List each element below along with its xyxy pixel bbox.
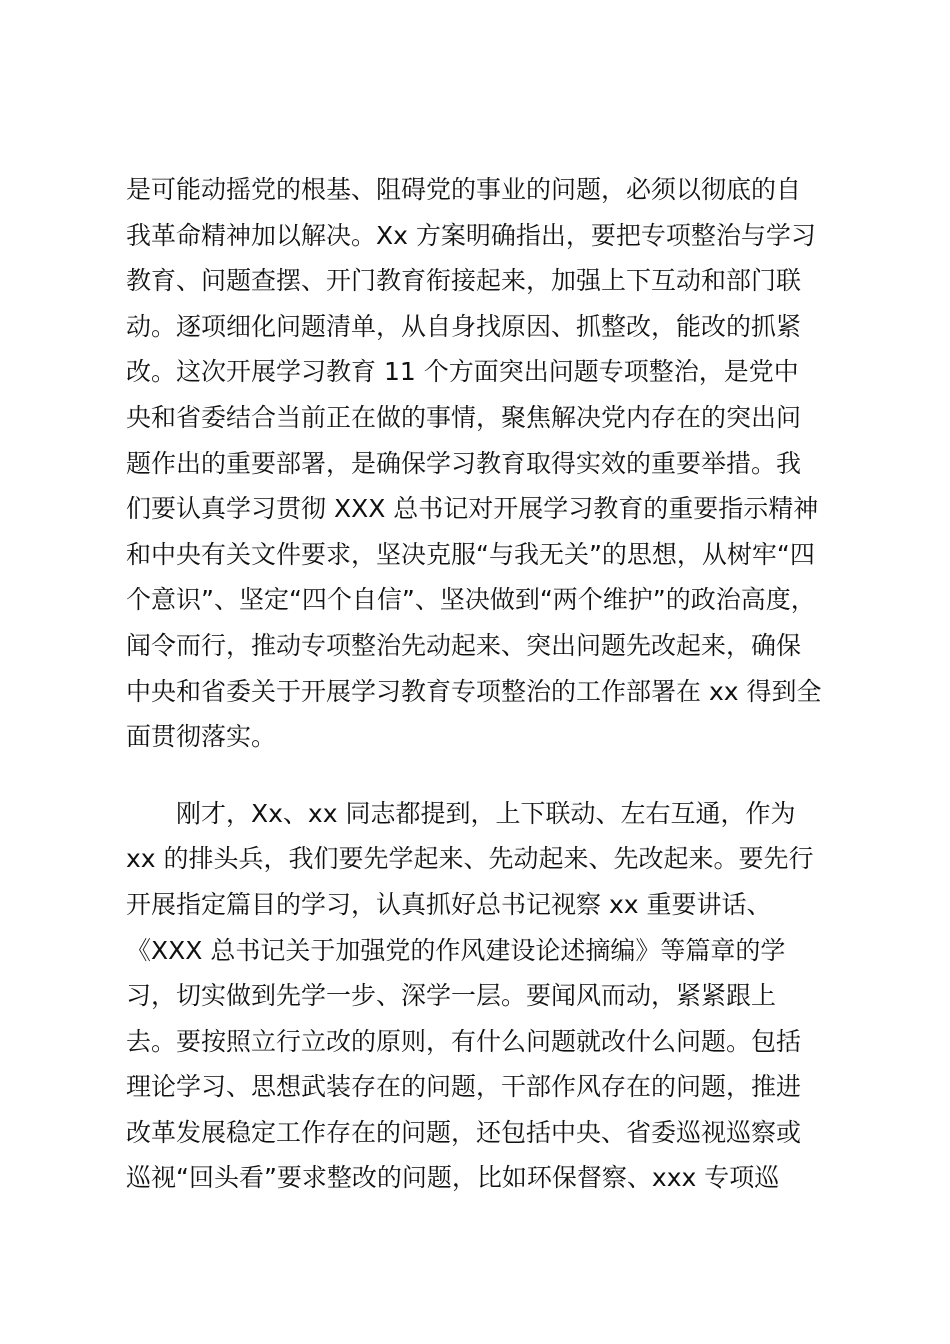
text-line: 去。要按照立行立改的原则，有什么问题就改什么问题。包括 <box>126 1026 802 1056</box>
text-line: 改革发展稳定工作存在的问题，还包括中央、省委巡视巡察或 <box>126 1117 802 1147</box>
text-line: 面贯彻落实。 <box>126 722 277 752</box>
text-line: 是可能动摇党的根基、阻碍党的事业的问题，必须以彻底的自 <box>126 175 802 204</box>
text-line: xx 的排头兵，我们要先学起来、先动起来、先改起来。要先行 <box>126 844 814 874</box>
text-line: 央和省委结合当前正在做的事情，聚焦解决党内存在的突出问 <box>126 402 802 432</box>
text-line: 个意识”、坚定“四个自信”、坚决做到“两个维护”的政治高度， <box>126 585 816 615</box>
text-line: 刚才，Xx、xx 同志都提到，上下联动、左右互通，作为 <box>176 798 796 828</box>
paragraph-gap <box>126 760 841 791</box>
text-line: 理论学习、思想武装存在的问题，干部作风存在的问题，推进 <box>126 1072 802 1102</box>
text-line: 动。逐项细化问题清单，从自身找原因、抓整改，能改的抓紧 <box>126 311 802 341</box>
body-text <box>126 167 841 1201</box>
text-line: 改。这次开展学习教育 11 个方面突出问题专项整治，是党中 <box>126 357 799 387</box>
text-line: 我革命精神加以解决。Xx 方案明确指出，要把专项整治与学习 <box>126 220 816 250</box>
text-line: 们要认真学习贯彻 XXX 总书记对开展学习教育的重要指示精神 <box>126 494 819 524</box>
text-line: 开展指定篇目的学习，认真抓好总书记视察 xx 重要讲话、 <box>126 889 772 919</box>
text-line: 《XXX 总书记关于加强党的作风建设论述摘编》等篇章的学 <box>126 935 786 965</box>
text-line: 和中央有关文件要求，坚决克服“与我无关”的思想，从树牢“四 <box>126 539 815 569</box>
text-line: 巡视“回头看”要求整改的问题，比如环保督察、xxx 专项巡 <box>126 1163 780 1193</box>
text-line: 中央和省委关于开展学习教育专项整治的工作部署在 xx 得到全 <box>126 676 822 706</box>
text-line: 题作出的重要部署，是确保学习教育取得实效的重要举措。我 <box>126 448 802 478</box>
text-line: 习，切实做到先学一步、深学一层。要闻风而动，紧紧跟上 <box>126 981 777 1011</box>
text-line: 教育、问题查摆、开门教育衔接起来，加强上下互动和部门联 <box>126 266 802 296</box>
text-line: 闻令而行，推动专项整治先动起来、突出问题先改起来，确保 <box>126 630 802 660</box>
